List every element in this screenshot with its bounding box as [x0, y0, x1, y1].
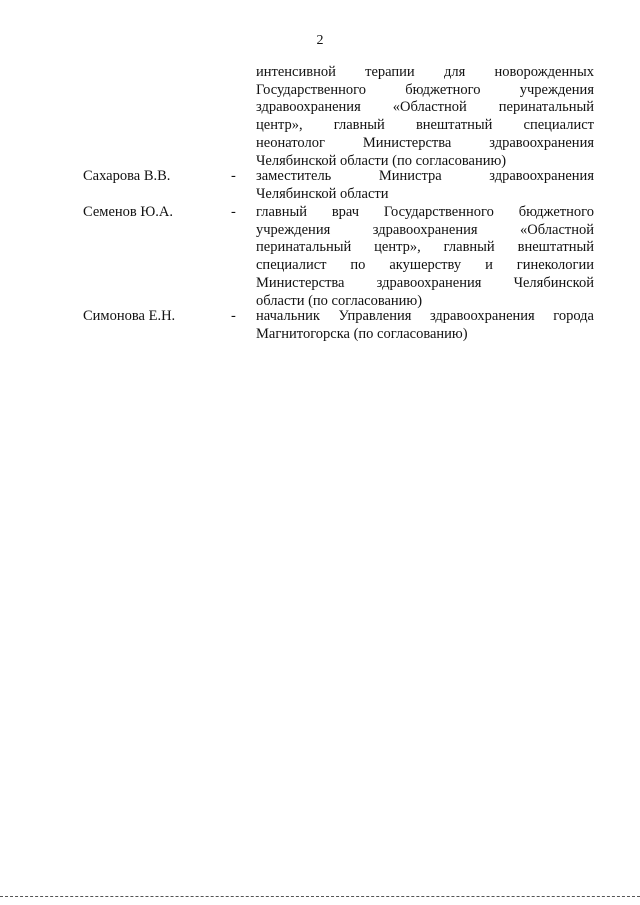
separator-dash: - [231, 168, 236, 184]
description-line: Магнитогорска (по согласованию) [256, 325, 468, 342]
member-name: Семенов Ю.А. [83, 204, 174, 220]
description-line: области (по согласованию) [256, 292, 423, 309]
description-line: здравоохранения «Областной перинатальный [256, 99, 594, 116]
description-line: центр», главный внештатный специалист [256, 117, 594, 134]
page-bottom-rule [0, 896, 640, 897]
description-line: Государственного бюджетного учреждения [256, 81, 594, 98]
description-line: начальник Управления здравоохранения города [256, 308, 594, 324]
continuation-description [256, 64, 594, 170]
member-name: Симонова Е.Н. [83, 308, 176, 324]
description-line: неонатолог Министерства здравоохранения [256, 134, 594, 151]
description-line: заместитель Министра здравоохранения [256, 168, 594, 184]
description-line: перинатальный центр», главный внештатный [256, 239, 594, 256]
description-line: учреждения здравоохранения «Областной [256, 221, 594, 238]
description-line: интенсивной терапии для новорожденных [256, 64, 594, 80]
description-line: специалист по акушерству и гинекологии [256, 257, 594, 274]
member-name: Сахарова В.В. [83, 168, 171, 184]
member-description [256, 204, 594, 310]
member-description [256, 308, 594, 343]
description-line: Челябинской области [256, 185, 389, 202]
page-number: 2 [316, 33, 324, 48]
description-line: Министерства здравоохранения Челябинской [256, 274, 594, 291]
separator-dash: - [231, 308, 236, 324]
description-line: Челябинской области (по согласованию) [256, 152, 507, 169]
description-line: главный врач Государственного бюджетного [256, 204, 594, 220]
separator-dash: - [231, 204, 236, 220]
member-description [256, 168, 594, 203]
